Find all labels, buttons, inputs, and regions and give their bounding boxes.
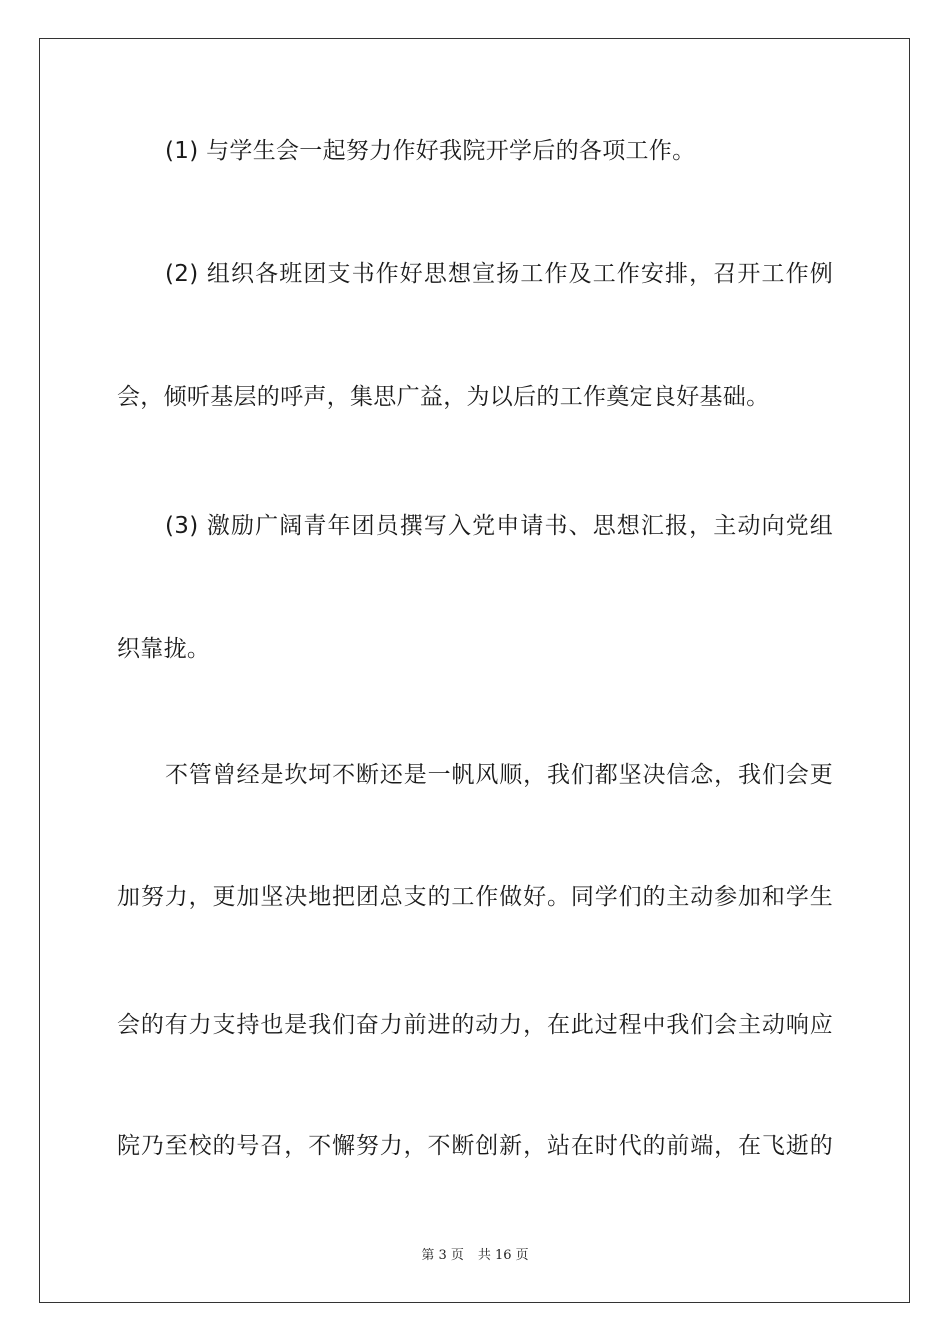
paragraph-4-line-3: 会的有力支持也是我们奋力前进的动力，在此过程中我们会主动响应 bbox=[117, 1012, 833, 1038]
paragraph-3-line-1: (3) 激励广阔青年团员撰写入党申请书、思想汇报，主动向党组 bbox=[165, 513, 833, 539]
paragraph-4-line-2: 加努力，更加坚决地把团总支的工作做好。同学们的主动参加和学生 bbox=[117, 884, 833, 910]
paragraph-1-line-1: (1) 与学生会一起努力作好我院开学后的各项工作。 bbox=[165, 138, 696, 164]
paragraph-4-line-1: 不管曾经是坎坷不断还是一帆风顺，我们都坚决信念，我们会更 bbox=[165, 762, 833, 788]
paragraph-4-line-4: 院乃至校的号召，不懈努力，不断创新，站在时代的前端，在飞逝的 bbox=[117, 1133, 833, 1159]
page-footer bbox=[0, 1244, 950, 1263]
page-number-total: 共 16 页 bbox=[477, 1248, 529, 1263]
paragraph-3-line-2: 织靠拢。 bbox=[117, 636, 211, 662]
page-border bbox=[39, 38, 910, 1303]
paragraph-2-line-2: 会，倾听基层的呼声，集思广益，为以后的工作奠定良好基础。 bbox=[117, 384, 770, 410]
paragraph-2-line-1: (2) 组织各班团支书作好思想宣扬工作及工作安排，召开工作例 bbox=[165, 261, 833, 287]
page-number-current: 第 3 页 bbox=[421, 1248, 464, 1263]
